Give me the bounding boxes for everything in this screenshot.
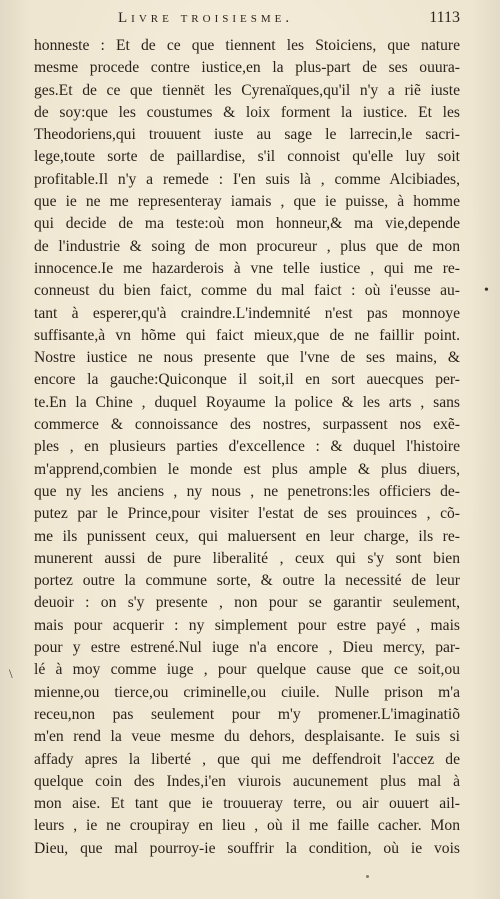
text-line: tant à esperer,qu'à craindre.L'indemnité n'est pas monnoye [34, 304, 460, 322]
text-line: Dieu, que mal pourroy-ie souffrir la condition, où ie vois [34, 839, 460, 857]
text-line: leurs , ie ne croupiray en lieu , où il me faille cacher. Mon [34, 817, 460, 835]
text-line: Theodoriens,qui trouuent iuste au sage le larrecin,le sacri- [34, 126, 460, 144]
text-line: affady apres la liberté , que qui me deffendroit l'accez de [34, 750, 460, 768]
text-line: te.En la Chine , duquel Royaume la police & les arts , sans [34, 393, 460, 411]
text-line: honneste : Et de ce que tiennent les Stoiciens, que nature [34, 37, 460, 54]
text-line: ges.Et de ce que tiennët les Cyrenaïques,qu'il n'y a riẽ iuste [34, 81, 460, 99]
page-number: 1113 [429, 9, 460, 26]
text-line: de l'industrie & soing de mon procureur , plus que de mon [34, 237, 460, 255]
running-title: Livre troisiesme. [118, 10, 294, 26]
text-line: commerce & connoissance des nostres, surpassent nos exẽ- [34, 416, 460, 434]
text-line: innocence.Ie me hazarderois à vne telle iustice , qui me re- [34, 259, 460, 277]
running-head [96, 8, 460, 30]
body-text [34, 35, 460, 860]
text-line: pour y estre estrené.Nul iuge n'a encore , Dieu mercy, par- [34, 639, 460, 657]
text-line: quelque coin des Indes,i'en viurois aucunement plus mal à [34, 772, 460, 790]
text-line: qui decide de ma teste:où mon honneur,& ma vie,depende [34, 215, 460, 233]
text-line: mais pour acquerir : ny simplement pour estre payé , mais [34, 616, 460, 634]
margin-mark: • [484, 283, 489, 298]
text-line: lege,toute sorte de paillardise, s'il connoist qu'elle luy soit [34, 148, 460, 166]
text-line: mesme procede contre iustice,en la plus-part de ses ouura- [34, 59, 460, 77]
paper-speck [366, 875, 369, 878]
text-line: m'en rend la veue mesme du dehors, desplaisante. Ie suis si [34, 728, 460, 746]
text-line: de soy:que les coustumes & loix forment la iustice. Et les [34, 103, 460, 121]
text-line: mon aise. Et tant que ie trouueray terre, ou air ouuert ail- [34, 795, 460, 813]
text-line: deuoir : on s'y presente , non pour se garantir seulement, [34, 594, 460, 612]
text-line: conneust du bien faict, comme du mal faict : où i'eusse au- [34, 282, 460, 300]
text-line: Nostre iustice ne nous presente que l'vne de ses mains, & [34, 349, 460, 367]
text-line: suffisante,à vn hõme qui faict mieux,que de ne faillir point. [34, 326, 460, 344]
text-line: ples , en plusieurs parties d'excellence : & duquel l'histoire [34, 438, 460, 456]
text-line: profitable.Il n'y a remede : I'en suis là , comme Alcibiades, [34, 170, 460, 188]
text-line: putez par le Prince,pour visiter l'estat de ses prouinces , cõ- [34, 505, 460, 523]
text-line: receu,non pas seulement pour m'y promener.L'imaginatiõ [34, 705, 460, 723]
text-line: portez outre la commune sorte, & outre la necessité de leur [34, 572, 460, 590]
text-line: mienne,ou tierce,ou criminelle,ou ciuile. Nulle prison m'a [34, 683, 460, 701]
text-line: que ie ne me representeray iamais , que ie puisse, à homme [34, 193, 460, 211]
text-line: que ny les anciens , ny nous , ne penetrons:les officiers de- [34, 482, 460, 500]
text-line: lé à moy comme iuge , pour quelque cause que ce soit,ou [34, 661, 460, 679]
text-line: munerent aussi de pure liberalité , ceux qui s'y sont bien [34, 549, 460, 567]
margin-mark: \ [9, 666, 13, 681]
text-line: me ils punissent ceux, qui maluersent en leur charge, ils re- [34, 527, 460, 545]
text-line: encore la gauche:Quiconque il soit,il en sort auecques per- [34, 371, 460, 389]
text-line: m'apprend,combien le monde est plus ample & plus diuers, [34, 460, 460, 478]
